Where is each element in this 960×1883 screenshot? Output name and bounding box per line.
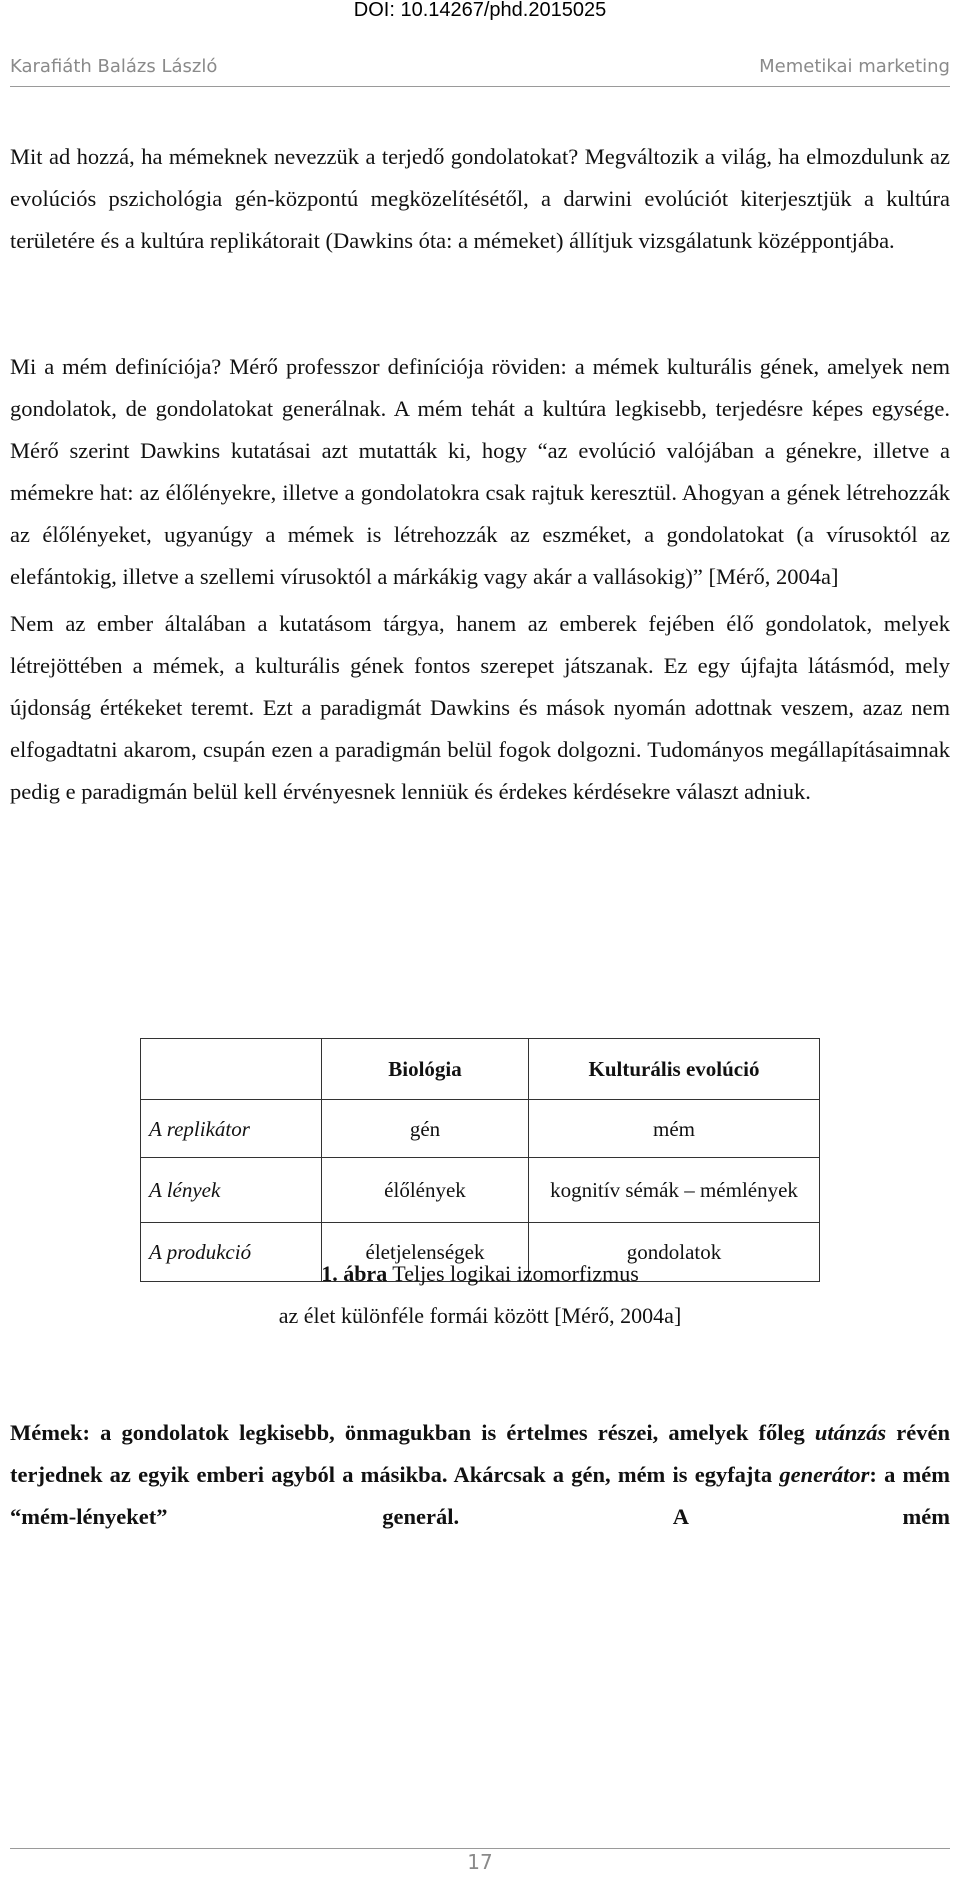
- paragraph-4-definition: [10, 1412, 950, 1538]
- table-row-label: A produkció: [141, 1223, 322, 1282]
- caption-title: Teljes logikai izomorfizmus: [387, 1261, 639, 1286]
- caption-label: 1. ábra: [321, 1261, 388, 1286]
- table-cell: kognitív sémák – mémlények: [529, 1158, 820, 1223]
- paragraph-2: [10, 346, 950, 598]
- definition-emphasis-1: utánzás: [814, 1420, 887, 1445]
- table-cell: gondolatok: [529, 1223, 820, 1282]
- table-row: [141, 1100, 820, 1158]
- paragraph-1-text: Mit ad hozzá, ha mémeknek nevezzük a terjedő gondolatokat? Megváltozik a világ, ha elmozdulunk az evolúciós pszichológia gén-központú megközelítésétől, a darwini evolúciót kiterjesztjük a kultúra területére és a kultúra replikátorait (Dawkins óta: a mémeket) állítjuk vizsgálatunk középpontjába.: [10, 144, 950, 253]
- page-number: 17: [467, 1850, 493, 1874]
- paragraph-4-text: [10, 1412, 950, 1538]
- table-cell: élőlények: [322, 1158, 529, 1223]
- paragraph-3-text: Nem az ember általában a kutatásom tárgya, hanem az emberek fejében élő gondolatok, melyek létrejöttében a mémek, a kulturális gének fontos szerepet játszanak. Ez egy újfajta látásmód, mely újdonság értékeket teremt. Ezt a paradigmát Dawkins és mások nyomán adottnak veszem, azaz nem elfogadtatni akarom, csupán ezen a paradigmán belül fogok dolgozni. Tudományos megállapításaimnak pedig e paradigmán belül kell érvényesnek lenniük és érdekes kérdésekre választ adniuk.: [10, 611, 950, 804]
- paragraph-3: [10, 603, 950, 813]
- table-header-cell: Kulturális evolúció: [529, 1039, 820, 1100]
- header-author: Karafiáth Balázs László: [10, 56, 218, 77]
- table-header-cell: [141, 1039, 322, 1100]
- definition-part-2: révén terjednek az egyik emberi agyból a másikba. Akárcsak a gén, mém is egyfajta: [10, 1420, 950, 1487]
- comparison-table: [140, 1038, 820, 1282]
- paragraph-1: [10, 136, 950, 262]
- table-row-label: A replikátor: [141, 1100, 322, 1158]
- table-row: [141, 1158, 820, 1223]
- table-cell: gén: [322, 1100, 529, 1158]
- table-row-label: A lények: [141, 1158, 322, 1223]
- table-header-row: [141, 1039, 820, 1100]
- table-cell: mém: [529, 1100, 820, 1158]
- running-header: [10, 56, 950, 87]
- header-title: Memetikai marketing: [759, 56, 950, 77]
- definition-emphasis-2: generátor: [779, 1462, 870, 1487]
- footer-divider: [10, 1848, 950, 1849]
- table-header-cell: Biológia: [322, 1039, 529, 1100]
- caption-line-1: [0, 1253, 960, 1295]
- figure-caption: [0, 1253, 960, 1337]
- definition-part-3: : a mém “mém-lényeket” generál. A mém: [10, 1462, 950, 1529]
- paragraph-2-text: Mi a mém definíciója? Mérő professzor definíciója röviden: a mémek kulturális gének, amelyek nem gondolatok, de gondolatokat generálnak. A mém tehát a kultúra legkisebb, terjedésre képes egysége. Mérő szerint Dawkins kutatásai azt mutatták ki, hogy “az evolúció valójában a génekre, illetve a mémekre hat: az élőlényekre, illetve a gondolatokra csak rajtuk keresztül. Ahogyan a gének létrehozzák az élőlényeket, ugyanúgy a mémek is létrehozzák az eszméket, a gondolatokat (a vírusoktól az elefántokig, illetve a szellemi vírusoktól a márkákig vagy akár a vallásokig)” [Mérő, 2004a]: [10, 354, 950, 589]
- doi-header: DOI: 10.14267/phd.2015025: [353, 0, 607, 21]
- caption-line-2: az élet különféle formái között [Mérő, 2004a]: [278, 1303, 682, 1328]
- definition-part-1: Mémek: a gondolatok legkisebb, önmagukban is értelmes részei, amelyek főleg: [10, 1420, 815, 1445]
- table-cell: életjelenségek: [322, 1223, 529, 1282]
